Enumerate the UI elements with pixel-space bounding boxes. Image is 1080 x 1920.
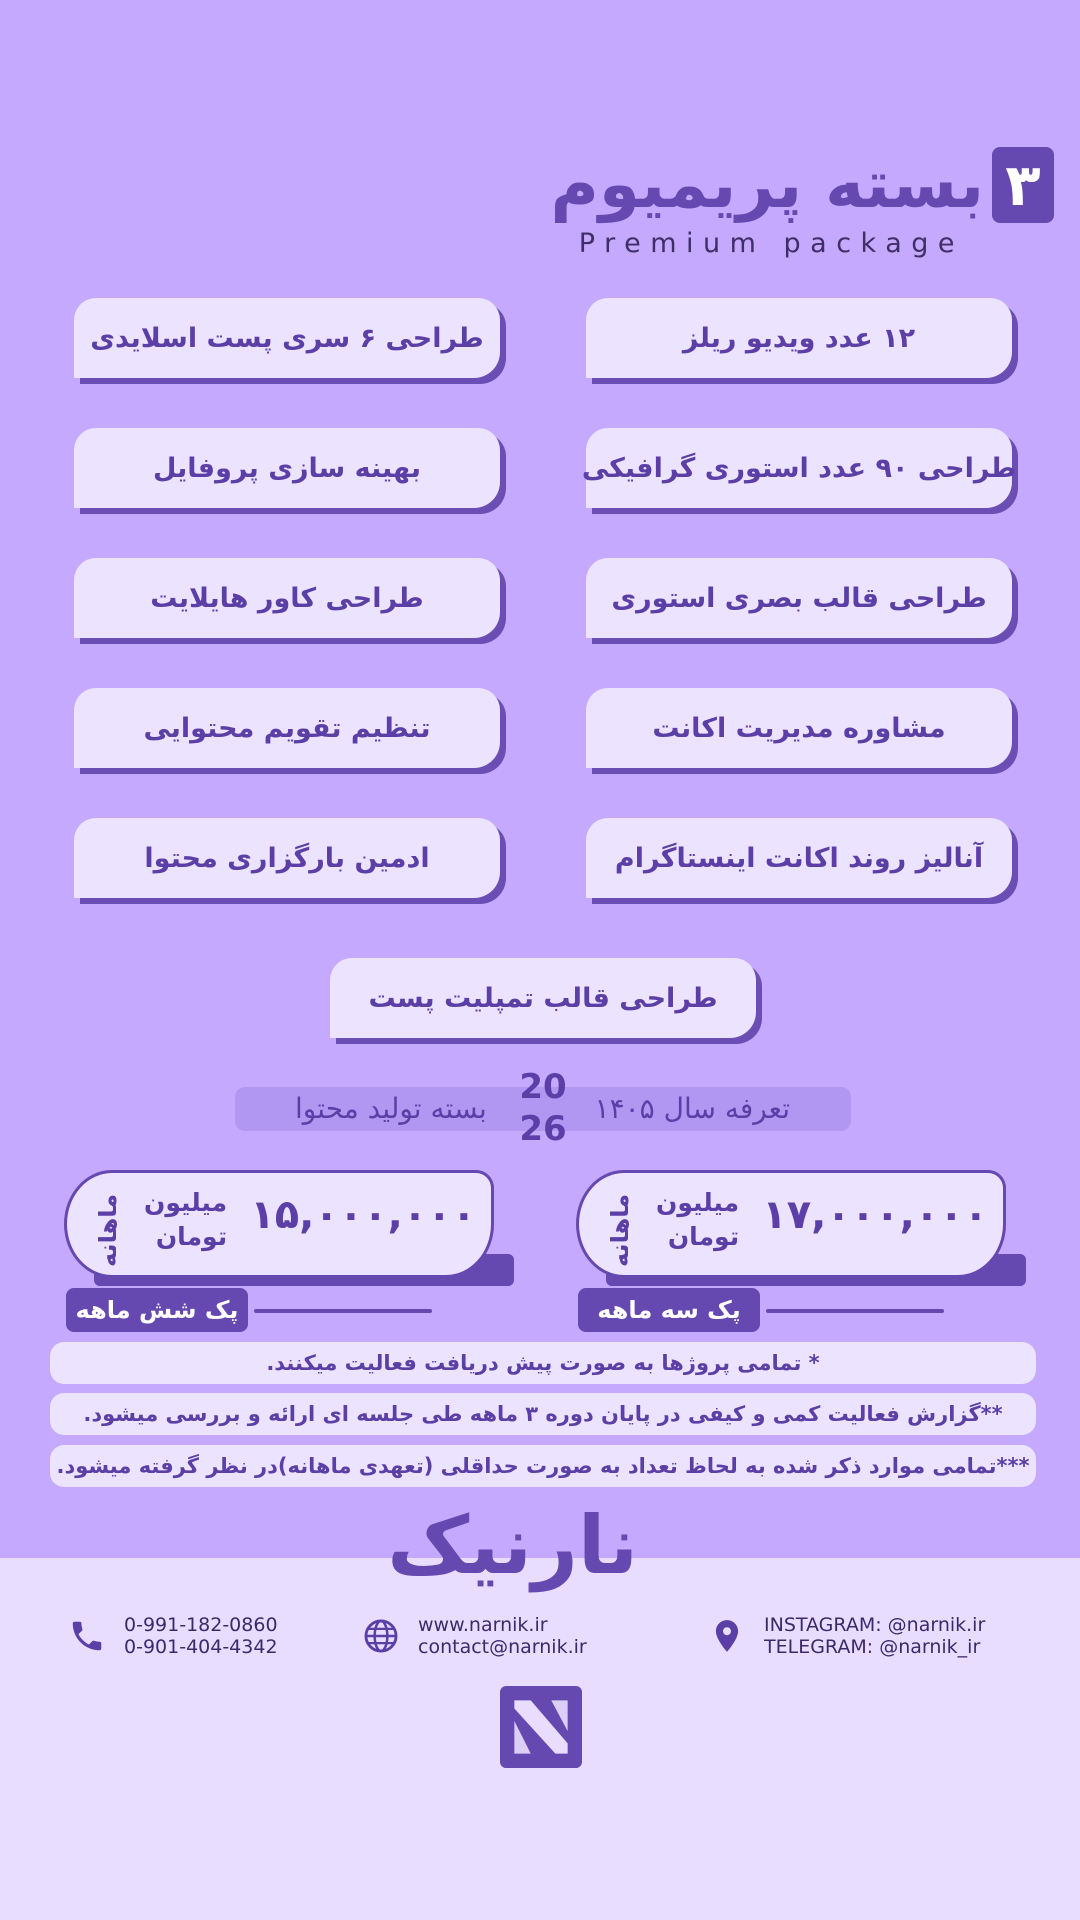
package-subtitle: Premium package bbox=[578, 228, 964, 259]
narnik-logo-icon bbox=[500, 1686, 582, 1768]
tariff-package-label: بسته تولید محتوا bbox=[295, 1092, 487, 1125]
globe-icon bbox=[362, 1617, 400, 1655]
price-unit bbox=[656, 1186, 739, 1254]
service-item: ادمین بارگزاری محتوا bbox=[74, 818, 500, 898]
service-item: طراحی ۶ سری پست اسلایدی bbox=[74, 298, 500, 378]
contact-web bbox=[362, 1614, 587, 1658]
service-item: طراحی قالب تمپلیت پست bbox=[330, 958, 756, 1038]
service-item: آنالیز روند اکانت اینستاگرام bbox=[586, 818, 1012, 898]
service-item: طراحی قالب بصری استوری bbox=[586, 558, 1012, 638]
package-title-text: بسته پریمیوم bbox=[550, 146, 984, 223]
price-unit-line2: تومان bbox=[155, 1222, 228, 1251]
price-unit-line1: میلیون bbox=[656, 1188, 740, 1217]
phone-number-1[interactable]: 0-991-182-0860 bbox=[124, 1614, 278, 1636]
service-item: ۱۲ عدد ویدیو ریلز bbox=[586, 298, 1012, 378]
price-unit-line1: میلیون bbox=[144, 1188, 228, 1217]
phone-number-2[interactable]: 0-901-404-4342 bbox=[124, 1636, 278, 1658]
price-period: ماهانه bbox=[94, 1193, 122, 1267]
contact-social bbox=[708, 1614, 985, 1658]
pack-divider bbox=[254, 1309, 432, 1313]
price-amount: ۱۷,۰۰۰,۰۰۰ bbox=[762, 1192, 988, 1238]
tariff-year bbox=[518, 1066, 568, 1150]
note-prepayment: * تمامی پروژها به صورت پیش دریافت فعالیت میکنند. bbox=[50, 1342, 1036, 1384]
website-link[interactable]: www.narnik.ir bbox=[418, 1614, 548, 1636]
pack-tag-three-month: پک سه ماهه bbox=[578, 1288, 760, 1332]
phone-icon bbox=[68, 1617, 106, 1655]
service-item: طراحی کاور هایلایت bbox=[74, 558, 500, 638]
telegram-handle[interactable]: TELEGRAM: @narnik_ir bbox=[764, 1636, 981, 1658]
email-link[interactable]: contact@narnik.ir bbox=[418, 1636, 587, 1658]
contact-phone bbox=[68, 1614, 278, 1658]
note-minimum: ***تمامی موارد ذکر شده به لحاظ تعداد به صورت حداقلی (تعهدی ماهانه)در نظر گرفته میشود. bbox=[50, 1445, 1036, 1487]
package-number: ۳ bbox=[992, 147, 1054, 223]
service-item: مشاوره مدیریت اکانت bbox=[586, 688, 1012, 768]
location-pin-icon bbox=[708, 1617, 746, 1655]
price-period: ماهانه bbox=[606, 1193, 634, 1267]
service-item: طراحی ۹۰ عدد استوری گرافیکی bbox=[586, 428, 1012, 508]
note-report: **گزارش فعالیت کمی و کیفی در پایان دوره ۳ ماهه طی جلسه ای ارائه و بررسی میشود. bbox=[50, 1393, 1036, 1435]
price-amount: ۱۵,۰۰۰,۰۰۰ bbox=[250, 1192, 476, 1238]
price-unit bbox=[144, 1186, 227, 1254]
instagram-handle[interactable]: INSTAGRAM: @narnik.ir bbox=[764, 1614, 986, 1636]
price-card-six-month bbox=[64, 1170, 514, 1290]
price-unit-line2: تومان bbox=[667, 1222, 740, 1251]
service-item: تنظیم تقویم محتوایی bbox=[74, 688, 500, 768]
pack-divider bbox=[766, 1309, 944, 1313]
brand-wordmark: نارنیک bbox=[387, 1499, 638, 1592]
package-title bbox=[551, 140, 1054, 230]
price-card-three-month bbox=[576, 1170, 1026, 1290]
year-top: 20 bbox=[519, 1067, 567, 1107]
pack-tag-six-month: پک شش ماهه bbox=[66, 1288, 248, 1332]
year-bottom: 26 bbox=[519, 1109, 567, 1149]
tariff-year-label: تعرفه سال ۱۴۰۵ bbox=[594, 1092, 790, 1125]
service-item: بهینه سازی پروفایل bbox=[74, 428, 500, 508]
